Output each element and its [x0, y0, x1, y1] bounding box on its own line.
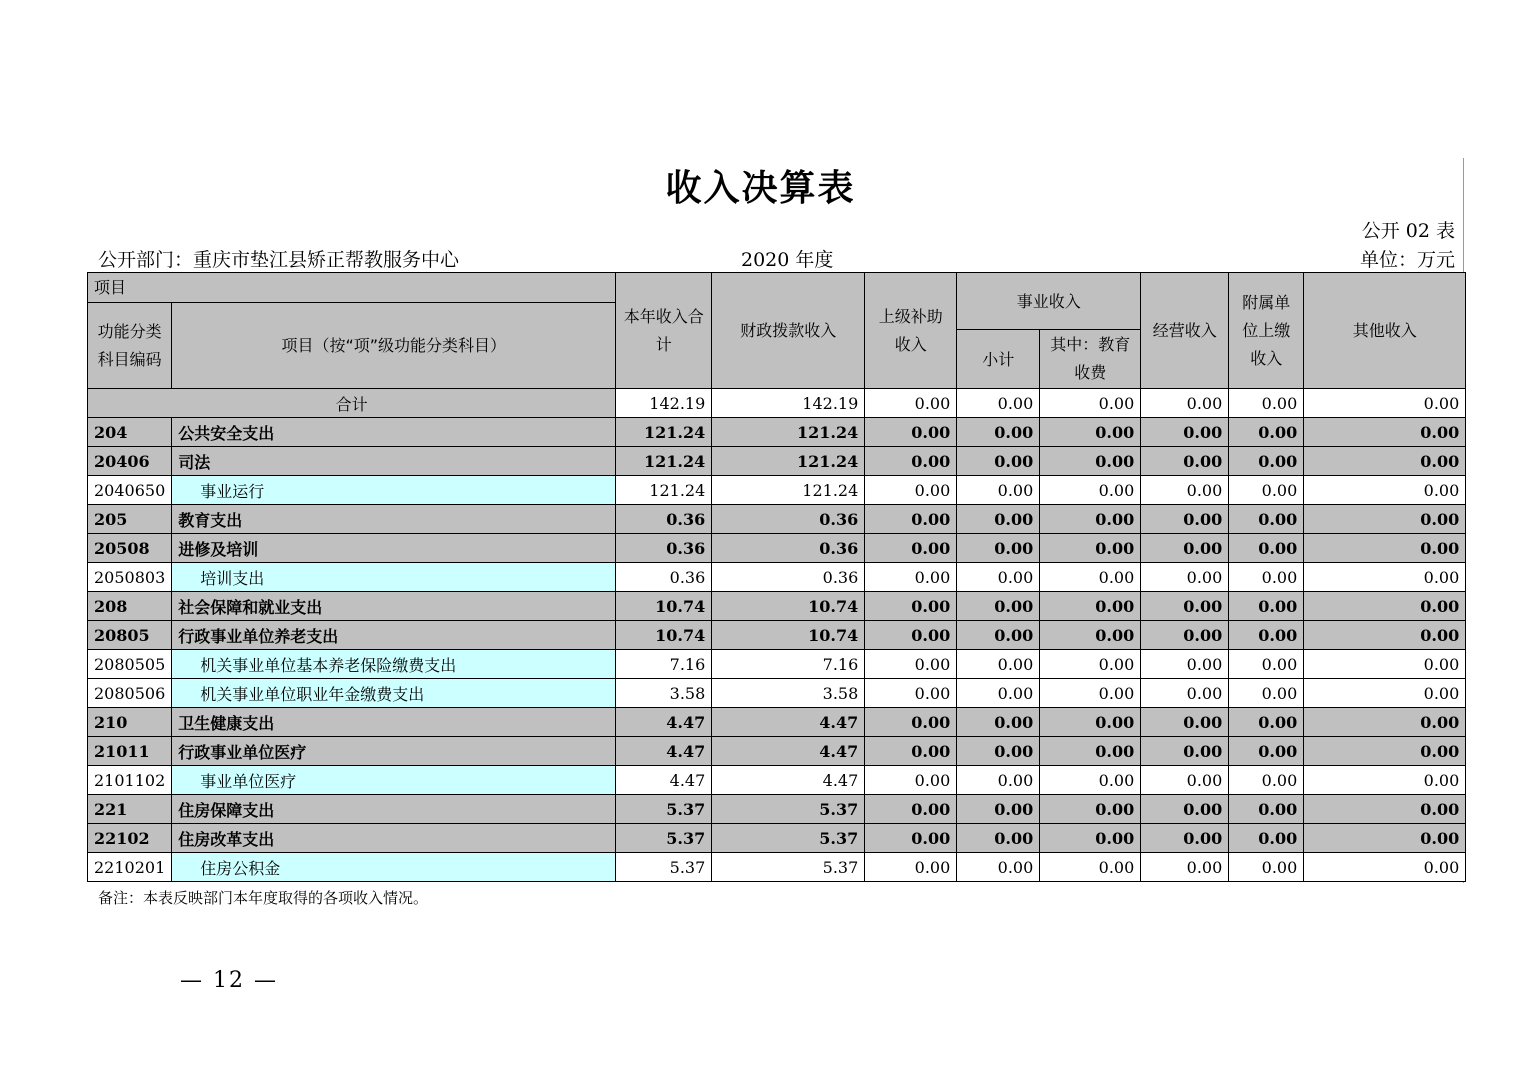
total-value: 142.19: [712, 389, 865, 418]
footnote: 备注：本表反映部门本年度取得的各项收入情况。: [98, 889, 429, 907]
row-name: 行政事业单位医疗: [172, 737, 616, 766]
row-value: 0.00: [865, 621, 957, 650]
table-header: [88, 273, 1466, 389]
row-value: 0.00: [865, 650, 957, 679]
income-table: [87, 272, 1466, 882]
row-value: 0.00: [1304, 766, 1466, 795]
row-value: 0.00: [1040, 418, 1141, 447]
header-superior: 上级补助收入: [865, 273, 957, 389]
row-code: 204: [88, 418, 172, 447]
row-value: 0.36: [616, 534, 712, 563]
total-value: 0.00: [957, 389, 1040, 418]
row-value: 10.74: [616, 621, 712, 650]
row-value: 0.00: [1141, 824, 1229, 853]
table-row: [88, 708, 1466, 737]
row-value: 5.37: [616, 824, 712, 853]
row-value: 0.00: [957, 708, 1040, 737]
row-value: 0.00: [957, 418, 1040, 447]
row-value: 4.47: [616, 737, 712, 766]
table-row: [88, 447, 1466, 476]
row-value: 0.00: [1040, 621, 1141, 650]
row-value: 0.00: [1141, 737, 1229, 766]
header-fiscal: 财政拨款收入: [712, 273, 865, 389]
row-name: 司法: [172, 447, 616, 476]
table-row: [88, 534, 1466, 563]
row-value: 0.36: [712, 505, 865, 534]
row-value: 0.00: [1304, 853, 1466, 882]
row-value: 0.00: [1229, 534, 1304, 563]
row-value: 0.00: [1304, 592, 1466, 621]
row-value: 7.16: [712, 650, 865, 679]
row-value: 0.00: [1229, 476, 1304, 505]
row-value: 10.74: [616, 592, 712, 621]
row-value: 0.00: [957, 650, 1040, 679]
row-name: 机关事业单位职业年金缴费支出: [172, 679, 616, 708]
table-row: [88, 766, 1466, 795]
row-value: 0.00: [865, 534, 957, 563]
row-value: 0.00: [1229, 563, 1304, 592]
row-code: 2080505: [88, 650, 172, 679]
row-value: 10.74: [712, 592, 865, 621]
row-value: 3.58: [616, 679, 712, 708]
table-row: [88, 737, 1466, 766]
page-number: — 12 —: [180, 968, 278, 993]
row-value: 0.00: [1229, 621, 1304, 650]
row-value: 0.00: [1229, 418, 1304, 447]
row-value: 10.74: [712, 621, 865, 650]
header-other: 其他收入: [1304, 273, 1466, 389]
row-value: 0.00: [1229, 766, 1304, 795]
row-code: 2080506: [88, 679, 172, 708]
row-value: 4.47: [712, 766, 865, 795]
row-code: 22102: [88, 824, 172, 853]
row-code: 20805: [88, 621, 172, 650]
row-value: 0.00: [865, 795, 957, 824]
header-operating: 经营收入: [1141, 273, 1229, 389]
row-value: 0.00: [1229, 795, 1304, 824]
table-row: [88, 592, 1466, 621]
row-value: 0.00: [957, 447, 1040, 476]
row-value: 0.00: [1304, 824, 1466, 853]
total-value: 0.00: [1229, 389, 1304, 418]
header-code: 功能分类科目编码: [88, 303, 172, 389]
row-value: 0.00: [957, 476, 1040, 505]
row-name: 住房公积金: [172, 853, 616, 882]
row-value: 0.00: [1040, 447, 1141, 476]
row-value: 0.00: [865, 418, 957, 447]
row-value: 0.00: [1229, 737, 1304, 766]
table-row: [88, 853, 1466, 882]
row-value: 0.00: [1141, 650, 1229, 679]
total-value: 0.00: [1141, 389, 1229, 418]
row-value: 0.00: [1141, 418, 1229, 447]
row-value: 0.00: [865, 708, 957, 737]
row-value: 0.00: [1229, 592, 1304, 621]
table-row: [88, 679, 1466, 708]
row-value: 0.00: [1141, 447, 1229, 476]
row-value: 0.00: [1141, 534, 1229, 563]
row-value: 0.00: [957, 534, 1040, 563]
row-value: 121.24: [712, 476, 865, 505]
row-value: 0.00: [1141, 679, 1229, 708]
row-value: 4.47: [712, 737, 865, 766]
row-value: 0.00: [1141, 795, 1229, 824]
row-value: 0.00: [957, 853, 1040, 882]
row-value: 5.37: [616, 853, 712, 882]
row-value: 121.24: [616, 418, 712, 447]
row-code: 20406: [88, 447, 172, 476]
header-name: 项目（按“项”级功能分类科目）: [172, 303, 616, 389]
row-value: 0.00: [1040, 766, 1141, 795]
row-name: 培训支出: [172, 563, 616, 592]
row-value: 0.00: [1229, 650, 1304, 679]
row-value: 0.00: [1040, 824, 1141, 853]
row-value: 5.37: [712, 853, 865, 882]
header-edu: 其中：教育收费: [1040, 330, 1141, 389]
row-code: 205: [88, 505, 172, 534]
row-value: 0.00: [1304, 534, 1466, 563]
row-value: 0.00: [865, 563, 957, 592]
row-name: 机关事业单位基本养老保险缴费支出: [172, 650, 616, 679]
row-code: 208: [88, 592, 172, 621]
total-value: 142.19: [616, 389, 712, 418]
row-value: 0.00: [1040, 708, 1141, 737]
row-value: 4.47: [712, 708, 865, 737]
total-value: 0.00: [1040, 389, 1141, 418]
form-number: 公开 02 表: [1361, 220, 1455, 242]
page-title: 收入决算表: [665, 168, 856, 209]
row-value: 0.00: [1040, 534, 1141, 563]
row-code: 2050803: [88, 563, 172, 592]
row-value: 0.00: [1040, 592, 1141, 621]
row-value: 0.00: [1040, 853, 1141, 882]
row-value: 0.00: [1040, 737, 1141, 766]
row-value: 121.24: [712, 418, 865, 447]
row-value: 0.00: [1229, 824, 1304, 853]
row-value: 0.36: [616, 563, 712, 592]
row-value: 0.00: [1304, 563, 1466, 592]
row-value: 0.00: [957, 737, 1040, 766]
row-value: 0.00: [1141, 505, 1229, 534]
row-name: 行政事业单位养老支出: [172, 621, 616, 650]
table-row: [88, 563, 1466, 592]
row-value: 0.00: [1229, 447, 1304, 476]
row-value: 0.00: [1141, 476, 1229, 505]
fiscal-year: 2020 年度: [741, 249, 834, 271]
header-total: 本年收入合计: [616, 273, 712, 389]
row-value: 0.00: [1304, 737, 1466, 766]
row-value: 0.00: [865, 853, 957, 882]
row-name: 进修及培训: [172, 534, 616, 563]
row-value: 0.36: [616, 505, 712, 534]
header-project: 项目: [88, 273, 616, 303]
row-value: 0.00: [1304, 795, 1466, 824]
row-value: 0.36: [712, 534, 865, 563]
row-value: 4.47: [616, 766, 712, 795]
row-value: 0.00: [957, 795, 1040, 824]
row-value: 0.00: [957, 563, 1040, 592]
row-value: 0.00: [865, 824, 957, 853]
row-name: 事业单位医疗: [172, 766, 616, 795]
total-value: 0.00: [1304, 389, 1466, 418]
row-code: 20508: [88, 534, 172, 563]
table-row: [88, 621, 1466, 650]
row-code: 21011: [88, 737, 172, 766]
row-value: 0.00: [1141, 853, 1229, 882]
row-value: 0.00: [865, 505, 957, 534]
header-affiliated: 附属单位上缴收入: [1229, 273, 1304, 389]
row-value: 121.24: [712, 447, 865, 476]
table-row: [88, 650, 1466, 679]
row-value: 0.00: [865, 737, 957, 766]
row-value: 0.00: [865, 679, 957, 708]
row-value: 0.00: [1141, 708, 1229, 737]
header-subtotal: 小计: [957, 330, 1040, 389]
row-value: 5.37: [616, 795, 712, 824]
row-value: 0.00: [1040, 505, 1141, 534]
row-value: 0.00: [1040, 650, 1141, 679]
row-value: 0.00: [865, 447, 957, 476]
row-value: 5.37: [712, 795, 865, 824]
row-value: 0.00: [1304, 418, 1466, 447]
table-row: [88, 824, 1466, 853]
row-code: 2101102: [88, 766, 172, 795]
row-value: 0.00: [1304, 650, 1466, 679]
row-value: 0.00: [957, 505, 1040, 534]
row-value: 121.24: [616, 476, 712, 505]
row-value: 0.00: [1229, 505, 1304, 534]
row-name: 社会保障和就业支出: [172, 592, 616, 621]
unit-label: 单位：万元: [1359, 249, 1455, 271]
total-value: 0.00: [865, 389, 957, 418]
row-value: 0.00: [865, 592, 957, 621]
row-name: 公共安全支出: [172, 418, 616, 447]
row-value: 0.00: [1141, 592, 1229, 621]
table-row: [88, 418, 1466, 447]
row-code: 2040650: [88, 476, 172, 505]
row-value: 0.00: [865, 476, 957, 505]
row-name: 住房改革支出: [172, 824, 616, 853]
row-value: 7.16: [616, 650, 712, 679]
row-name: 卫生健康支出: [172, 708, 616, 737]
row-value: 4.47: [616, 708, 712, 737]
row-code: 221: [88, 795, 172, 824]
row-value: 0.00: [1141, 621, 1229, 650]
row-value: 0.00: [1040, 563, 1141, 592]
department-label: 公开部门：重庆市垫江县矫正帮教服务中心: [98, 249, 460, 271]
total-label: 合计: [88, 389, 616, 418]
row-value: 0.00: [1040, 679, 1141, 708]
row-value: 0.00: [1229, 679, 1304, 708]
header-business: 事业收入: [957, 273, 1141, 330]
row-name: 教育支出: [172, 505, 616, 534]
row-value: 0.00: [1040, 476, 1141, 505]
row-value: 0.00: [1304, 708, 1466, 737]
table-row: [88, 476, 1466, 505]
row-name: 事业运行: [172, 476, 616, 505]
row-value: 3.58: [712, 679, 865, 708]
row-value: 0.00: [1141, 563, 1229, 592]
row-value: 0.00: [1229, 853, 1304, 882]
row-value: 0.36: [712, 563, 865, 592]
row-value: 0.00: [1304, 447, 1466, 476]
row-value: 0.00: [957, 824, 1040, 853]
row-value: 0.00: [1141, 766, 1229, 795]
row-value: 0.00: [1304, 476, 1466, 505]
table-body: [88, 389, 1466, 882]
row-code: 210: [88, 708, 172, 737]
row-value: 0.00: [957, 592, 1040, 621]
row-value: 0.00: [1304, 505, 1466, 534]
table-row: [88, 505, 1466, 534]
row-value: 0.00: [957, 621, 1040, 650]
row-value: 0.00: [1304, 679, 1466, 708]
row-value: 0.00: [1229, 708, 1304, 737]
row-value: 0.00: [1040, 795, 1141, 824]
row-code: 2210201: [88, 853, 172, 882]
row-name: 住房保障支出: [172, 795, 616, 824]
row-value: 0.00: [865, 766, 957, 795]
row-value: 121.24: [616, 447, 712, 476]
total-row: [88, 389, 1466, 418]
row-value: 0.00: [957, 766, 1040, 795]
row-value: 0.00: [957, 679, 1040, 708]
table-row: [88, 795, 1466, 824]
row-value: 5.37: [712, 824, 865, 853]
row-value: 0.00: [1304, 621, 1466, 650]
